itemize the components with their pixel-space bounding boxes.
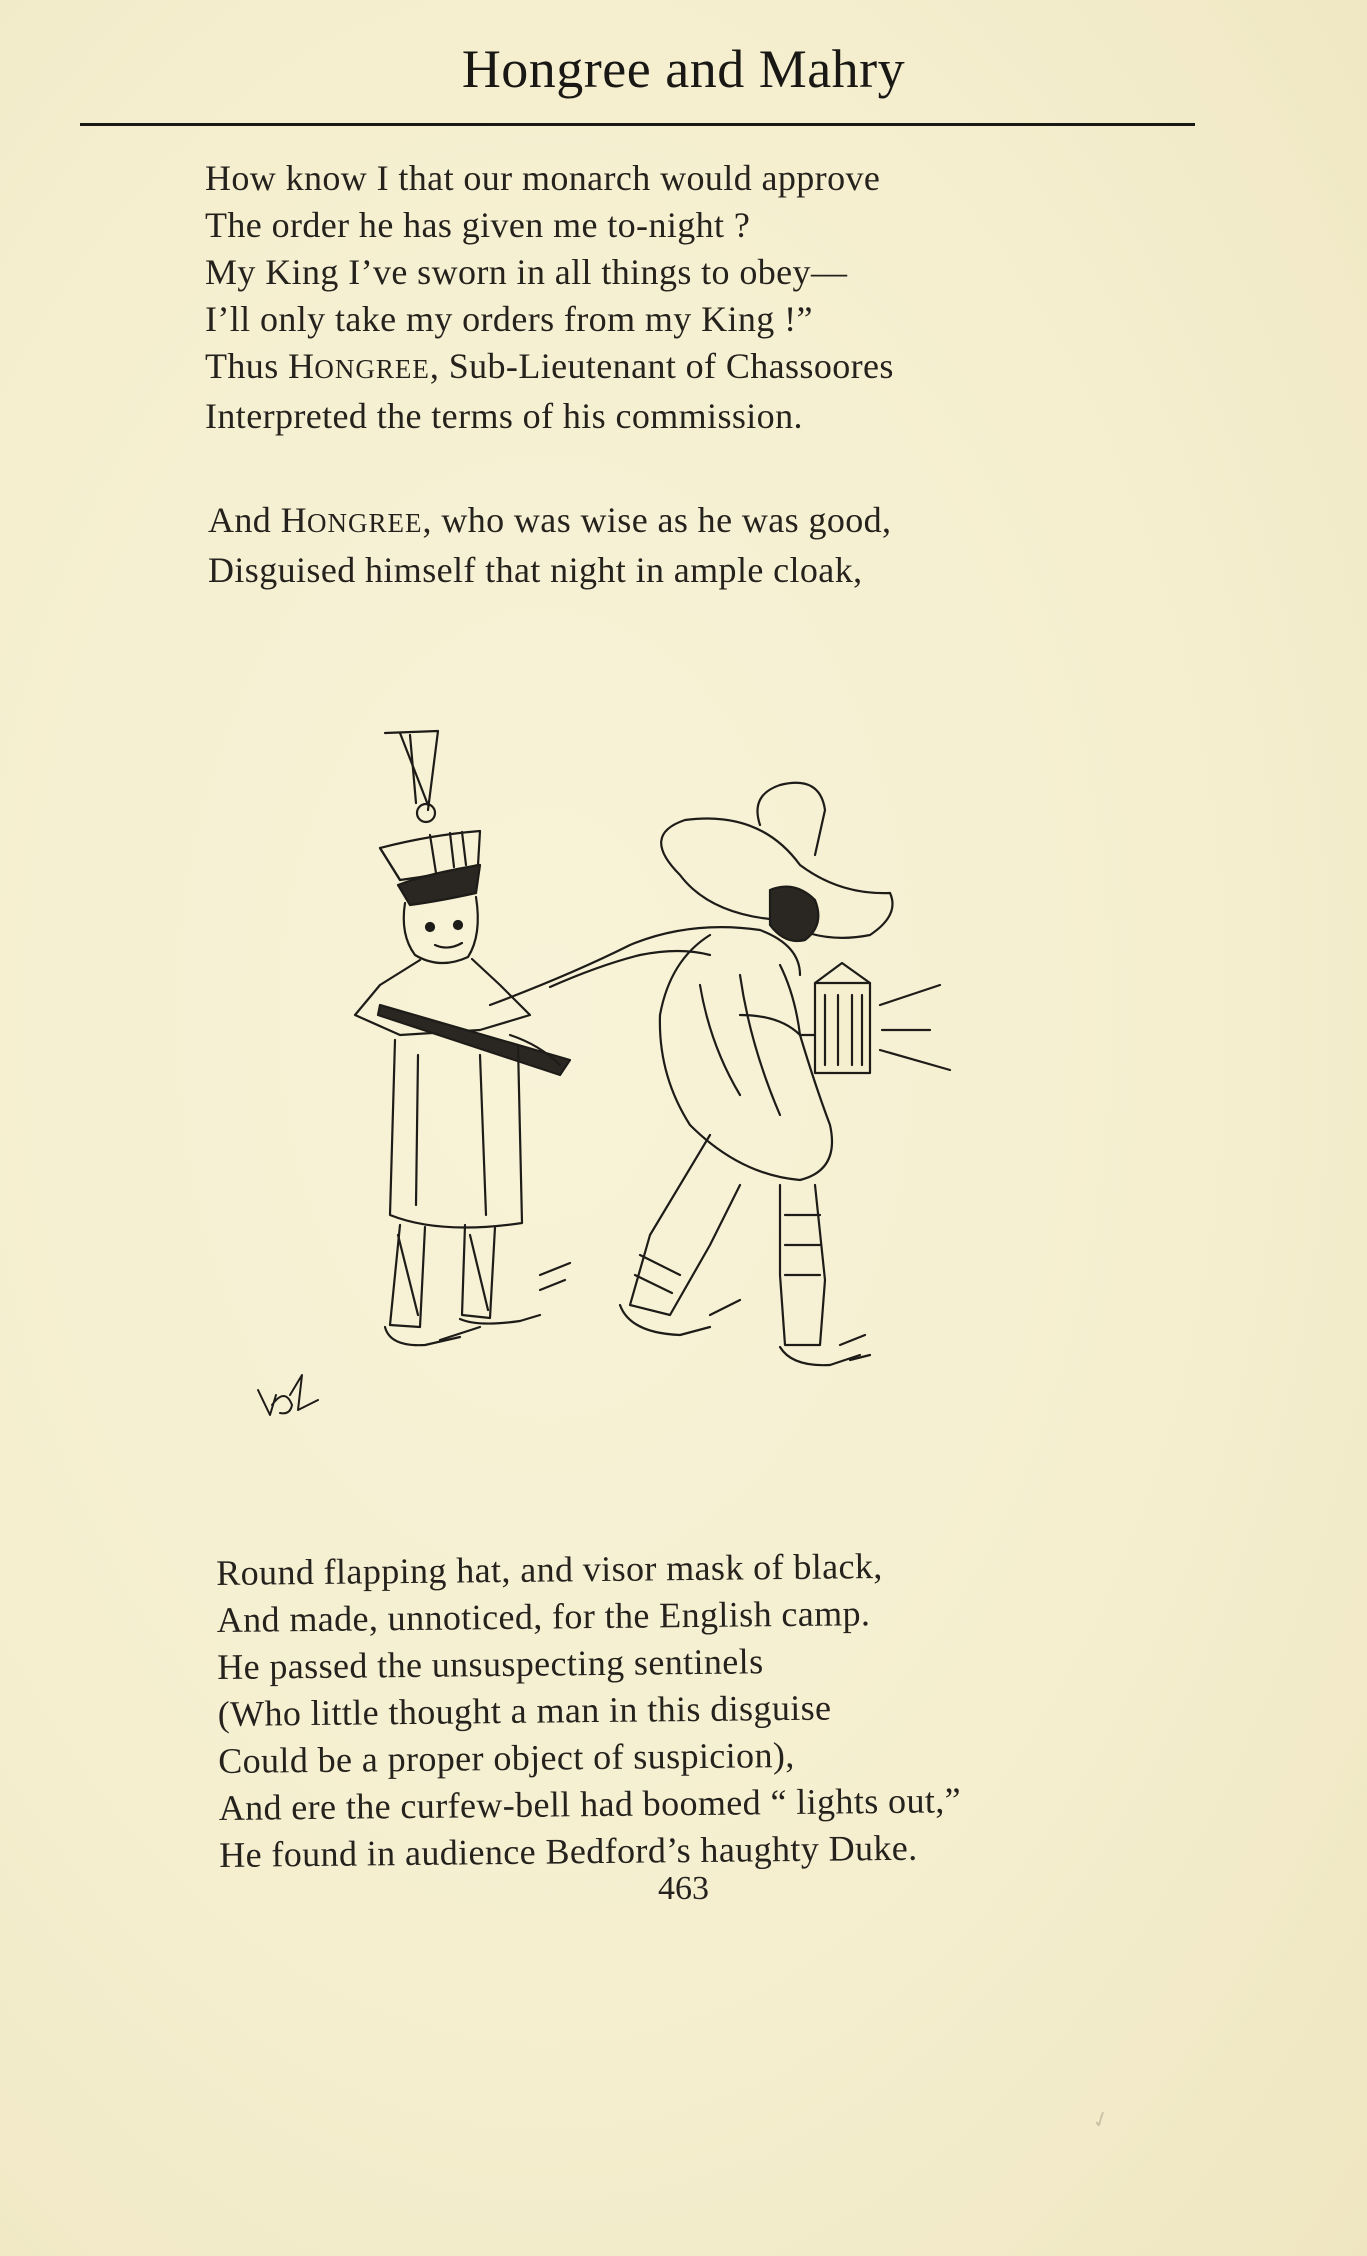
verse-line: He passed the unsuspecting sentinels [217, 1641, 764, 1687]
verse-line: Round flapping hat, and visor mask of black, [216, 1546, 883, 1593]
name-small-caps: ONGREE [307, 508, 423, 538]
verse-line: He found in audience Bedford’s haughty Duke. [218, 1827, 918, 1875]
verse-line: And ere the curfew-bell had boomed “ lights out,” [218, 1780, 962, 1828]
verse-line: I’ll only take my orders from my King !” [205, 299, 813, 339]
pencil-mark-icon: ✓ [1088, 2105, 1115, 2136]
illustration-icon [240, 715, 1000, 1435]
name-initial: H [280, 500, 308, 540]
stanza-1 [205, 155, 894, 440]
verse-text: Thus [205, 346, 288, 386]
verse-line: The order he has given me to-night ? [205, 205, 751, 245]
header-rule [80, 123, 1195, 126]
name-small-caps: ONGREE [314, 354, 430, 384]
verse-line [205, 343, 894, 393]
verse-line: (Who little thought a man in this disguise [217, 1687, 832, 1734]
running-head: Hongree and Mahry [461, 39, 906, 99]
verse-line: Interpreted the terms of his commission. [205, 396, 803, 436]
stanza-3 [216, 1542, 962, 1879]
verse-line: My King I’ve sworn in all things to obey— [205, 252, 848, 292]
artist-monogram [258, 1375, 318, 1415]
name-initial: H [288, 346, 315, 386]
sentinel-figure [355, 731, 570, 1345]
verse-line: And made, unnoticed, for the English camp. [216, 1593, 871, 1640]
verse-line: Disguised himself that night in ample cloak, [208, 550, 863, 590]
verse-text: , who was wise as he was good, [422, 500, 892, 540]
verse-line: How know I that our monarch would approve [205, 158, 881, 198]
verse-text: And [208, 500, 281, 540]
page-number: 463 [658, 1870, 709, 1907]
verse-line [208, 497, 891, 547]
stanza-2 [208, 497, 891, 594]
verse-line: Could be a proper object of suspicion), [218, 1734, 795, 1781]
verse-text: , Sub-Lieutenant of Chassoores [429, 346, 894, 386]
